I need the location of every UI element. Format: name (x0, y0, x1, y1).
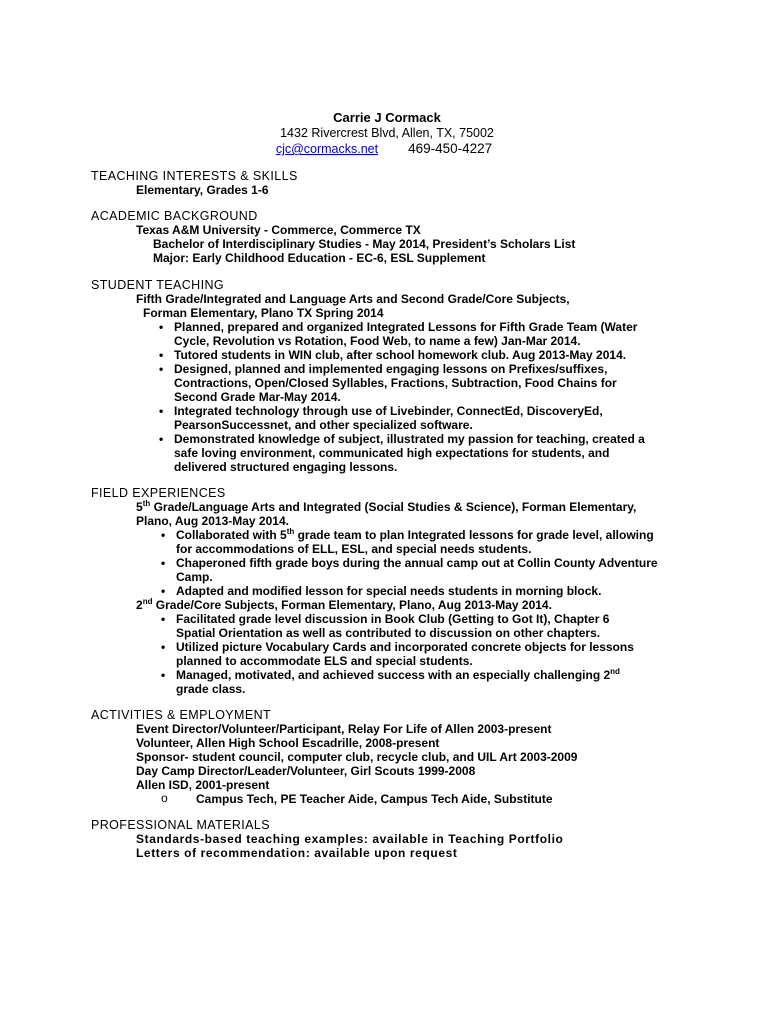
bullet-text: Utilized picture Vocabulary Cards and incorporated concrete objects for lessons (176, 640, 634, 654)
contact-line (0, 141, 768, 157)
list-item (91, 320, 691, 348)
section-field-experiences (91, 486, 691, 696)
bullet-text: Tutored students in WIN club, after school homework club. Aug 2013-May 2014. (174, 348, 627, 362)
ordinal-suffix: th (142, 499, 151, 508)
materials-line: Standards-based teaching examples: available in Teaching Portfolio (136, 832, 564, 846)
list-item (91, 404, 691, 432)
bullet-text: delivered structured engaging lessons. (174, 460, 398, 474)
bullet-text: Spatial Orientation as well as contributed to discussion on other chapters. (176, 626, 601, 640)
phone-number: 469-450-4227 (408, 141, 493, 156)
bullet-text: Second Grade Mar-May 2014. (174, 390, 341, 404)
bullet-text: Designed, planned and implemented engaging lessons on Prefixes/suffixes, (174, 362, 608, 376)
list-item (91, 556, 691, 584)
section-heading: ACTIVITIES & EMPLOYMENT (91, 708, 272, 722)
bullet-text: grade team to plan Integrated lessons for grade level, allowing (294, 528, 654, 542)
bullet-text: PearsonSuccessnet, and other specialized software. (174, 418, 473, 432)
bullet-marker: • (159, 348, 164, 362)
list-item (91, 612, 691, 640)
academic-major: Major: Early Childhood Education - EC-6, ESL Supplement (153, 251, 486, 265)
field-text: Grade/Language Arts and Integrated (Social Studies & Science), Forman Elementary, (150, 500, 637, 514)
activity-line: Sponsor- student council, computer club, recycle club, and UIL Art 2003-2009 (136, 750, 578, 764)
field-grade2-line (91, 598, 691, 612)
activity-line: Volunteer, Allen High School Escadrille, 2008-present (136, 736, 440, 750)
candidate-name: Carrie J Cormack (333, 110, 441, 125)
bullet-marker: • (161, 640, 166, 654)
academic-school: Texas A&M University - Commerce, Commerce TX (136, 223, 421, 237)
grade-number: 2 (136, 598, 143, 612)
list-item (91, 528, 691, 556)
bullet-text: Facilitated grade level discussion in Book Club (Getting to Got It), Chapter 6 (176, 612, 610, 626)
section-heading: STUDENT TEACHING (91, 278, 225, 292)
bullet-text: planned to accommodate ELS and special students. (176, 654, 473, 668)
bullet-marker: • (159, 320, 164, 334)
bullet-marker: • (161, 584, 166, 598)
bullet-marker: • (161, 556, 166, 570)
resume-header (0, 110, 768, 157)
list-item (91, 362, 691, 404)
section-heading: ACADEMIC BACKGROUND (91, 209, 258, 223)
field-grade2-bullets (91, 612, 691, 696)
list-item (91, 640, 691, 668)
section-heading: PROFESSIONAL MATERIALS (91, 818, 270, 832)
field-grade5-line (91, 500, 691, 514)
student-teaching-line: Fifth Grade/Integrated and Language Arts and Second Grade/Core Subjects, (136, 292, 570, 306)
bullet-text: Adapted and modified lesson for special needs students in morning block. (176, 584, 602, 598)
bullet-text: Camp. (176, 570, 213, 584)
bullet-marker: • (159, 362, 164, 376)
list-item (91, 792, 691, 806)
activity-line: Allen ISD, 2001-present (136, 778, 270, 792)
bullet-marker: • (159, 404, 164, 418)
section-activities-employment (91, 708, 691, 806)
section-student-teaching (91, 278, 691, 474)
list-item (91, 584, 691, 598)
bullet-text: Managed, motivated, and achieved success with an especially challenging 2 (176, 668, 611, 682)
resume-body (91, 169, 691, 872)
bullet-text: Collaborated with 5 (176, 528, 287, 542)
bullet-text: Cycle, Revolution vs Rotation, Food Web, to name a few) Jan-Mar 2014. (174, 334, 581, 348)
student-teaching-bullets (91, 320, 691, 474)
bullet-text: Campus Tech, PE Teacher Aide, Campus Tech Aide, Substitute (196, 792, 553, 806)
candidate-address: 1432 Rivercrest Blvd, Allen, TX, 75002 (280, 126, 494, 140)
field-grade5-line2: Plano, Aug 2013-May 2014. (136, 514, 289, 528)
bullet-text: Integrated technology through use of Livebinder, ConnectEd, DiscoveryEd, (174, 404, 603, 418)
student-teaching-line: Forman Elementary, Plano TX Spring 2014 (143, 306, 384, 320)
bullet-marker: • (161, 612, 166, 626)
activity-line: Day Camp Director/Leader/Volunteer, Girl Scouts 1999-2008 (136, 764, 476, 778)
bullet-text: for accommodations of ELL, ESL, and special needs students. (176, 542, 532, 556)
grade-number: 5 (136, 500, 143, 514)
section-professional-materials (91, 818, 691, 860)
activity-line: Event Director/Volunteer/Participant, Relay For Life of Allen 2003-present (136, 722, 552, 736)
email-link[interactable]: cjc@cormacks.net (275, 142, 379, 156)
section-heading: FIELD EXPERIENCES (91, 486, 226, 500)
section-academic-background (91, 209, 691, 265)
ordinal-suffix: nd (610, 667, 620, 676)
ordinal-suffix: nd (142, 597, 153, 606)
ordinal-suffix: th (286, 527, 295, 536)
teaching-line: Elementary, Grades 1-6 (136, 183, 269, 197)
bullet-text: Chaperoned fifth grade boys during the annual camp out at Collin County Adventure (176, 556, 658, 570)
bullet-text: Planned, prepared and organized Integrated Lessons for Fifth Grade Team (Water (174, 320, 638, 334)
bullet-text: Contractions, Open/Closed Syllables, Fractions, Subtraction, Food Chains for (174, 376, 617, 390)
list-item (91, 432, 691, 474)
materials-line: Letters of recommendation: available upon request (136, 846, 458, 860)
academic-degree: Bachelor of Interdisciplinary Studies - May 2014, President’s Scholars List (153, 237, 576, 251)
bullet-text: grade class. (176, 682, 246, 696)
field-grade5-bullets (91, 528, 691, 598)
list-item (91, 348, 691, 362)
bullet-marker: • (159, 432, 164, 446)
bullet-marker: • (161, 668, 166, 682)
bullet-marker: • (161, 528, 166, 542)
activity-sub-bullets (91, 792, 691, 806)
section-heading: TEACHING INTERESTS & SKILLS (91, 169, 298, 183)
field-text: Grade/Core Subjects, Forman Elementary, Plano, Aug 2013-May 2014. (152, 598, 552, 612)
circle-bullet-marker: o (161, 791, 168, 805)
bullet-text: safe loving environment, communicated high expectations for students, and (174, 446, 610, 460)
list-item (91, 668, 691, 696)
section-teaching-interests (91, 169, 691, 197)
bullet-text: Demonstrated knowledge of subject, illustrated my passion for teaching, created a (174, 432, 645, 446)
